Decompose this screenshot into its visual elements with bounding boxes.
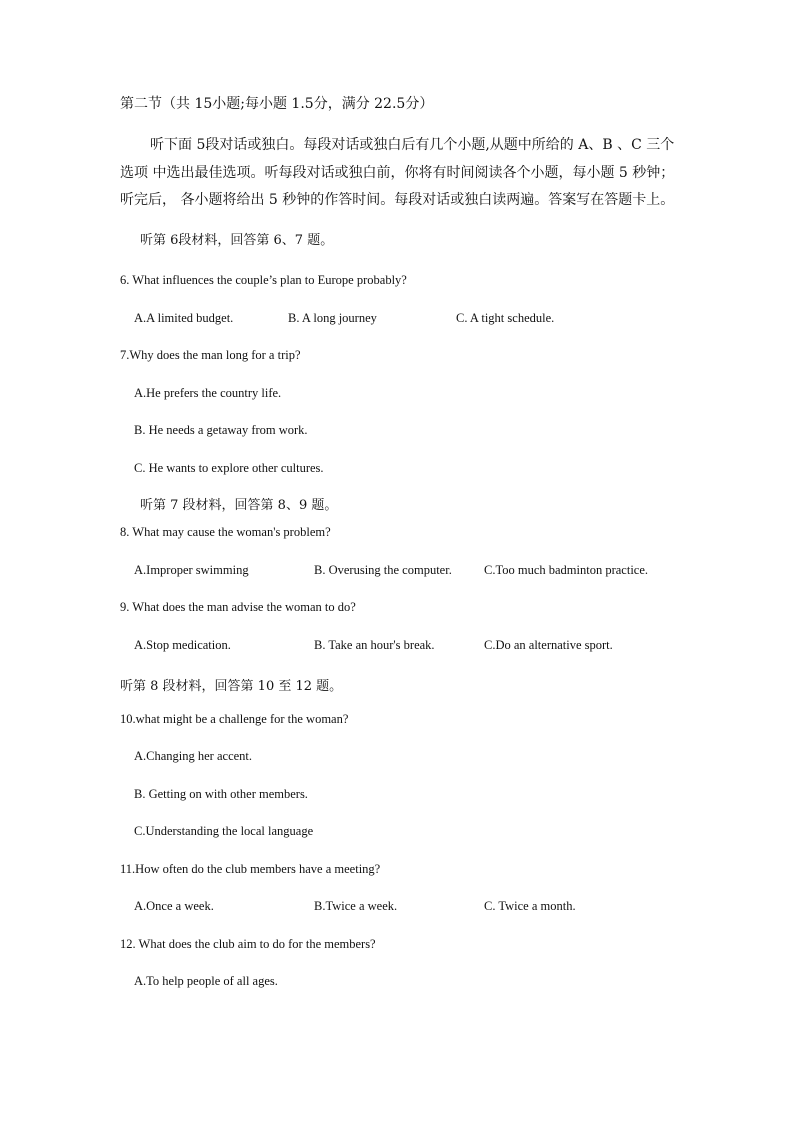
question-7-option-b: B. He needs a getaway from work. <box>134 423 308 437</box>
question-6-option-b: B. A long journey <box>288 311 377 325</box>
question-9-option-b: B. Take an hour's break. <box>314 638 435 652</box>
instruction-line-2: 选项 中选出最佳选项。听每段对话或独白前，你将有时间阅读各个小题，每小题 5 秒钟； <box>120 165 675 181</box>
question-6-option-c: C. A tight schedule. <box>456 311 555 325</box>
question-8-option-c: C.Too much badminton practice. <box>484 563 649 577</box>
question-10-option-b: B. Getting on with other members. <box>134 787 308 801</box>
question-11-option-c: C. Twice a month. <box>484 899 576 913</box>
question-10-option-a: A.Changing her accent. <box>134 749 253 763</box>
group-heading-6-7: 听第 6段材料，回答第 6、7 题。 <box>140 233 334 248</box>
section-title: 第二节（共 15小题;每小题 1.5分，满分 22.5分） <box>120 96 434 112</box>
question-11-stem: 11.How often do the club members have a meeting? <box>120 862 381 876</box>
question-7-option-c: C. He wants to explore other cultures. <box>134 461 324 475</box>
question-6-stem: 6. What influences the couple’s plan to Europe probably? <box>120 273 407 287</box>
question-12-stem: 12. What does the club aim to do for the members? <box>120 937 376 951</box>
instruction-line-1: 听下面 5段对话或独白。每段对话或独白后有几个小题,从题中所给的 A、B 、C 三个 <box>150 137 675 153</box>
question-7-option-a: A.He prefers the country life. <box>134 386 282 400</box>
question-11-option-b: B.Twice a week. <box>314 899 398 913</box>
group-heading-10-12: 听第 8 段材料，回答第 10 至 12 题。 <box>120 679 343 694</box>
question-7-stem: 7.Why does the man long for a trip? <box>120 348 301 362</box>
instruction-line-3: 听完后， 各小题将给出 5 秒钟的作答时间。每段对话或独白读两遍。答案写在答题卡上。 <box>120 192 675 208</box>
group-heading-8-9: 听第 7 段材料，回答第 8、9 题。 <box>140 498 338 513</box>
question-6-option-a: A.A limited budget. <box>134 311 234 325</box>
question-8-option-b: B. Overusing the computer. <box>314 563 452 577</box>
question-11-option-a: A.Once a week. <box>134 899 214 913</box>
question-12-option-a: A.To help people of all ages. <box>134 974 278 988</box>
question-9-option-c: C.Do an alternative sport. <box>484 638 613 652</box>
question-8-option-a: A.Improper swimming <box>134 563 249 577</box>
question-10-stem: 10.what might be a challenge for the woman? <box>120 712 349 726</box>
question-9-option-a: A.Stop medication. <box>134 638 231 652</box>
question-8-stem: 8. What may cause the woman's problem? <box>120 525 331 539</box>
question-10-option-c: C.Understanding the local language <box>134 824 314 838</box>
question-9-stem: 9. What does the man advise the woman to do? <box>120 600 356 614</box>
